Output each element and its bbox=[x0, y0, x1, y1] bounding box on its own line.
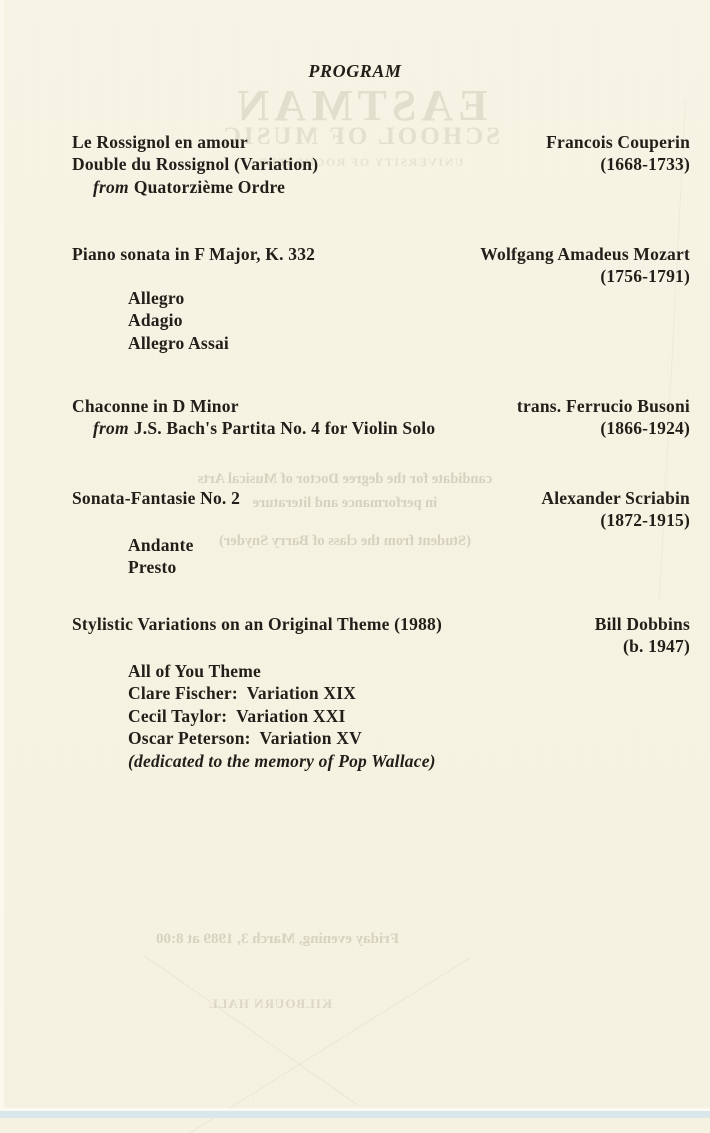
ghost-date-line: Friday evening, March 3, 1989 at 8:00 bbox=[155, 931, 400, 947]
composer-block bbox=[595, 613, 690, 658]
piece-source bbox=[93, 176, 690, 198]
paper-crease bbox=[144, 955, 358, 1105]
ghost-watermark-university: UNIVERSITY OF ROCHESTER bbox=[256, 155, 464, 169]
composer-block bbox=[546, 131, 690, 176]
movement: Allegro bbox=[128, 288, 185, 308]
piece-title: Le Rossignol en amour bbox=[72, 132, 248, 152]
scan-left-edge bbox=[0, 0, 4, 1118]
ghost-watermark-eastman: EASTMAN bbox=[232, 81, 488, 130]
program-entry-busoni bbox=[72, 395, 690, 440]
source-text: Quatorzième Ordre bbox=[133, 176, 286, 197]
composer-dates: (1872-1915) bbox=[600, 510, 690, 531]
composer-name: Wolfgang Amadeus Mozart bbox=[480, 244, 690, 264]
composer-name: Bill Dobbins bbox=[594, 614, 690, 634]
movement: Presto bbox=[128, 557, 177, 578]
movement-list bbox=[128, 660, 436, 772]
movement-list bbox=[128, 534, 194, 579]
movement: All of You Theme bbox=[128, 661, 261, 681]
ghost-degree-line2: in performance and literature bbox=[252, 495, 438, 511]
piece-title: Double du Rossignol (Variation) bbox=[72, 154, 319, 175]
ghost-degree-line1: candidate for the degree Doctor of Musical Arts bbox=[197, 471, 493, 487]
composer-dates: (1668-1733) bbox=[600, 154, 690, 175]
composer-dates: (1756-1791) bbox=[600, 266, 690, 287]
from-word: from bbox=[93, 418, 129, 439]
composer-block bbox=[541, 487, 690, 532]
movement: Adagio bbox=[128, 310, 183, 331]
program-entry-mozart bbox=[72, 243, 690, 358]
composer-name: trans. Ferrucio Busoni bbox=[516, 396, 690, 416]
source-text: J.S. Bach's Partita No. 4 for Violin Solo bbox=[133, 418, 436, 439]
from-word: from bbox=[93, 176, 129, 197]
piece-title: Stylistic Variations on an Original Theme (1988) bbox=[72, 614, 442, 634]
program-entry-scriabin bbox=[72, 487, 690, 577]
ghost-watermark-school: SCHOOL OF MUSIC bbox=[219, 123, 501, 150]
program-entry-dobbins bbox=[72, 613, 690, 773]
movement: Andante bbox=[128, 535, 194, 555]
movement: Clare Fischer: Variation XIX bbox=[128, 683, 357, 704]
dedication-note: (dedicated to the memory of Pop Wallace) bbox=[128, 750, 436, 771]
movement: Cecil Taylor: Variation XXI bbox=[128, 705, 346, 726]
composer-dates: (b. 1947) bbox=[623, 636, 690, 657]
composer-name: Francois Couperin bbox=[546, 132, 690, 152]
composer-name: Alexander Scriabin bbox=[541, 488, 690, 508]
piece-title: Piano sonata in F Major, K. 332 bbox=[72, 244, 316, 264]
program-entry-couperin bbox=[72, 131, 690, 198]
movement: Oscar Peterson: Variation XV bbox=[128, 728, 362, 749]
composer-dates: (1866-1924) bbox=[600, 418, 690, 439]
piece-title: Chaconne in D Minor bbox=[72, 396, 239, 416]
scan-bottom-edge bbox=[0, 1111, 710, 1118]
page-title: PROGRAM bbox=[308, 61, 402, 81]
movement-list bbox=[128, 287, 229, 354]
composer-block bbox=[480, 243, 690, 288]
ghost-hall-line: KILBOURN HALL bbox=[208, 996, 332, 1011]
piece-title: Sonata-Fantasie No. 2 bbox=[72, 488, 241, 508]
composer-block bbox=[517, 395, 690, 440]
movement: Allegro Assai bbox=[128, 332, 229, 353]
paper-crease bbox=[190, 957, 470, 1133]
ghost-degree-line3: (Student from the class of Barry Snyder) bbox=[219, 533, 471, 549]
